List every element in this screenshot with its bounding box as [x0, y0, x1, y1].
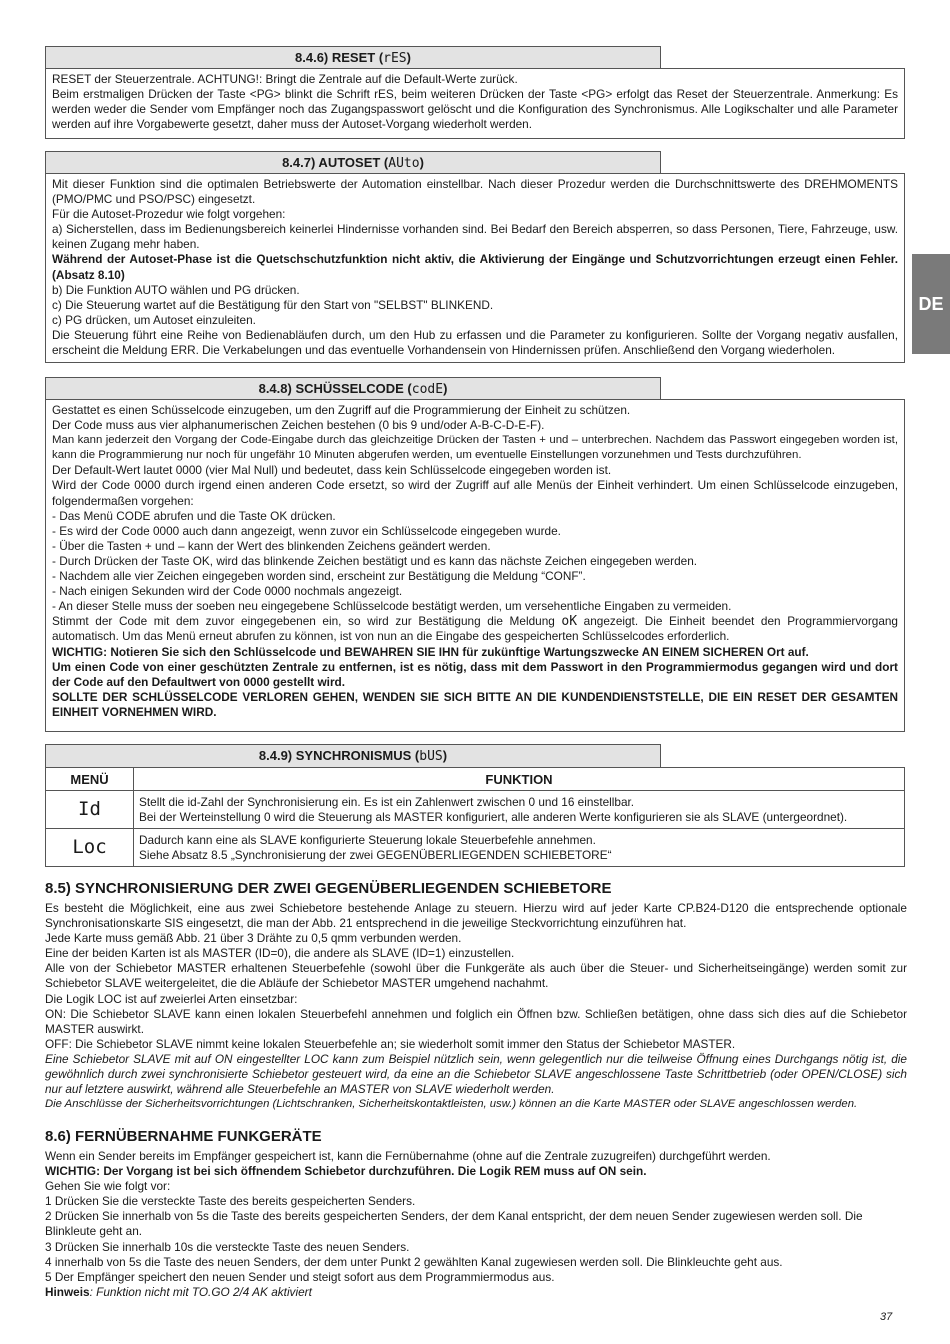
reset-header: 8.4.6) RESET (rES) — [45, 46, 661, 68]
menu-code-loc: Loc — [46, 829, 134, 867]
code-box — [45, 399, 905, 732]
table-row — [46, 829, 905, 867]
autoset-line-1: Mit dieser Funktion sind die optimalen Betriebswerte der Automation einstellbar. Nach dieser Prozedur werden die Durchschnittswerte des DREHMOMENTS (PMO/PMC und PSO/PSC) eingesetzt. — [52, 177, 898, 207]
code-step-3: - Über die Tasten + und – kann der Wert des blinkenden Zeichens geändert werden. — [52, 538, 491, 553]
section-8-6-warning: WICHTIG: Der Vorgang ist bei sich öffnendem Schiebetor durchzuführen. Die Logik REM muss auf ON sein. — [45, 1164, 647, 1179]
table-header-row — [46, 768, 905, 791]
reset-display-code: rES — [383, 51, 407, 66]
section-8-6-heading: 8.6) FERNÜBERNAHME FUNKGERÄTE — [45, 1128, 322, 1145]
code-step-4: - Durch Drücken der Taste OK, wird das blinkende Zeichen bestätigt und es kann das nächste Zeichen eingegeben werden. — [52, 553, 698, 568]
autoset-box — [45, 173, 905, 363]
code-step-1: - Das Menü CODE abrufen und die Taste OK drücken. — [52, 508, 336, 523]
code-display-code: codE — [411, 382, 444, 397]
autoset-line-3: a) Sicherstellen, dass im Bedienungsbereich keinerlei Hindernisse vorhanden sind. Bei Bedarf den Bereich absperren, so dass Personen, Tiere, Fahrzeuge, usw. keinen Zugang mehr haben. — [52, 222, 898, 252]
reset-box — [45, 68, 905, 139]
code-warning-2: Um einen Code von einer geschützten Zentrale zu entfernen, ist es nötig, dass mit dem Passwort in den Programmiermodus gegangen wird und dort der Code auf den Defaultwert von 0000 gestellt wird. — [52, 659, 898, 689]
section-8-5-heading: 8.5) SYNCHRONISIERUNG DER ZWEI GEGENÜBERLIEGENDEN SCHIEBETORE — [45, 880, 612, 897]
code-line-1: Gestattet es einen Schüsselcode einzugeben, um den Zugriff auf die Programmierung der Einheit zu schützen. — [52, 403, 631, 417]
autoset-display-code: AUto — [388, 156, 420, 171]
reset-line-2: Beim erstmaligen Drücken der Taste <PG> blinkt die Schrift rES, beim weiteren Drücken der Taste <PG> erfolgt das Reset der Steuerzentrale. Anmerkung: Es werden weder die Sender vom Empfänger noch das Zugangspasswort gelöscht und die Konfiguration des Synchronismus. Alle Logikschalter und alle Parameter werden auf ihre Vorgabewerte gesetzt, daher muss der Autoset-Vorgang wiederholt werden. — [52, 87, 898, 132]
autoset-warning: Während der Autoset-Phase ist die Quetschschutzfunktion nicht aktiv, die Aktivierung der Eingänge und Schutzvorrichtungen erzeugt einen Fehler. (Absatz 8.10) — [52, 252, 898, 282]
code-warning-3: SOLLTE DER SCHLÜSSELCODE VERLOREN GEHEN, WENDEN SIE SICH BITTE AN DIE KUNDENDIENSTSTELLE, DIE EIN RESET DER GESAMTEN EINHEIT VORNEHMEN WIRD. — [52, 689, 898, 719]
section-8-5: 8.5) SYNCHRONISIERUNG DER ZWEI GEGENÜBERLIEGENDEN SCHIEBETORE Es besteht die Möglichkeit, eine aus zwei Schiebetore bestehende Anlage zu steuern. Hierzu wird auf jeder Karte CP.B24-D120 die entsprechende optionale Synchronisationskarte SIS eingesetzt, die man der Abb. 21 entsprechend in die jeweilige Steckvorrichtung einzuführen hat. Jede Karte muss gemäß Abb. 21 über 3 Drähte zu 0,5 qmm verbunden werden. Eine der beiden Karten ist als MASTER (ID=0), die andere als SLAVE (ID=1) einzustellen. Alle von der Schiebetor MASTER erhaltenen Steuerbefehle (sowohl über die Funkgeräte als auch über die Steuer- und Sicherheitseingänge) werden somit zur Schiebetor SLAVE weitergeleitet, die die Abläufe der Schiebetor MASTER umgehend nachahmt. Die Logik LOC ist auf zweierlei Arten einsetzbar: ON: Die Schiebetor SLAVE kann einen lokalen Steuerbefehl annehmen und folglich ein Öffnen bzw. Schließen betätigen, ohne dass sich dies auf die Schiebetor MASTER auswirkt. OFF: Die Schiebetor SLAVE nimmt keine lokalen Steuerbefehle an; sie wiederholt somit immer den Status der Schiebetor MASTER. Eine Schiebetor SLAVE mit auf ON eingestellter LOC kann zum Beispiel nützlich sein, wenn gelegentlich nur die teilweise Öffnung eines Durchgangs nötig ist, die gewöhnlich durch zwei synchronisierte Schiebetor gesteuert wird, da eine an die Schiebetor SLAVE angeschlossene Taste Schrittbetrieb (oder OPEN/CLOSE) sich nur auf letztere auswirkt, während alle Steuerbefehle an MASTER von SLAVE wiederholt werden. Die Anschlüsse der Sicherheitsvorrichtungen (Lichtschranken, Sicherheitskontaktleisten, usw.) können an die Karte MASTER oder SLAVE angeschlossen werden. — [45, 880, 907, 1111]
col-menu-header: MENÜ — [46, 768, 134, 791]
sync-display-code: bUS — [419, 749, 443, 764]
section-8-6-note: Hinweis: Funktion nicht mit TO.GO 2/4 AK aktiviert — [45, 1284, 312, 1299]
col-function-header: FUNKTION — [134, 768, 905, 791]
reset-line-1: RESET der Steuerzentrale. ACHTUNG!: Bringt die Zentrale auf die Default-Werte zurück. — [52, 72, 518, 86]
autoset-line-5: c) Die Steuerung wartet auf die Bestätigung für den Start von "SELBST" BLINKEND. — [52, 297, 494, 312]
menu-code-id: Id — [46, 791, 134, 829]
language-tab: DE — [912, 254, 950, 354]
code-step-2: - Es wird der Code 0000 auch dann angezeigt, wenn zuvor ein Schlüsselcode eingegeben wurde. — [52, 523, 561, 538]
function-cell: Dadurch kann eine als SLAVE konfigurierte Steuerung lokale Steuerbefehle annehmen. Siehe Absatz 8.5 „Synchronisierung der zwei GEGENÜBERLIEGENDEN SCHIEBETORE“ — [134, 829, 905, 867]
function-cell: Stellt die id-Zahl der Synchronisierung ein. Es ist ein Zahlenwert zwischen 0 und 16 einstellbar. Bei der Werteinstellung 0 wird die Steuerung als MASTER konfiguriert, alle anderen Werte konfigurieren sie als SLAVE (untergeordnet). — [134, 791, 905, 829]
autoset-line-7: Die Steuerung führt eine Reihe von Bedienabläufen durch, um den Hub zu erfassen und die Parameter zu konfigurieren. Sollte der Vorgang negativ ausfallen, erscheint die Meldung ERR. Die Verkabelungen und das eventuelle Vorhandensein von Hindernissen prüfen. Anschließend den Vorgang wiederholen. — [52, 327, 898, 358]
code-line-4: Der Default-Wert lautet 0000 (vier Mal Null) und bedeutet, dass kein Schlüsselcode eingegeben worden ist. — [52, 463, 612, 478]
code-line-3: Man kann jederzeit den Vorgang der Code-Eingabe durch das gleichzeitige Drücken der Tasten + und – unterbrechen. Nachdem das Passwort eingegeben worden ist, kann die Programmierung nur noch für ungefähr 10 Minuten abgerufen werden, um eventuelle Einstellungen vorzunehmen und Tests durchzuführen. — [52, 434, 898, 462]
autoset-header: 8.4.7) AUTOSET (AUto) — [45, 151, 661, 173]
code-step-5: - Nachdem alle vier Zeichen eingegeben worden sind, erscheint zur Bestätigung die Meldung “CONF”. — [52, 569, 586, 584]
table-row — [46, 791, 905, 829]
autoset-line-6: c) PG drücken, um Autoset einzuleiten. — [52, 312, 256, 327]
sync-header: 8.4.9) SYNCHRONISMUS (bUS) — [45, 744, 661, 767]
code-warning-1: WICHTIG: Notieren Sie sich den Schlüsselcode und BEWAHREN SIE IHN für zukünftige Wartungszwecke AN EINEM SICHEREN Ort auf. — [52, 644, 809, 659]
code-step-6: - Nach einigen Sekunden wird der Code 0000 nochmals angezeigt. — [52, 584, 403, 599]
autoset-line-4: b) Die Funktion AUTO wählen und PG drücken. — [52, 282, 300, 297]
sync-menu-table — [45, 767, 905, 867]
ok-display-code: oK — [561, 614, 578, 630]
code-confirm: Stimmt der Code mit dem zuvor eingegebenen ein, so wird zur Bestätigung die Meldung oK angezeigt. Die Einheit beendet den Programmiervorgang automatisch. Um das Menü erneut abrufen zu können, ist von nun an die Eingabe des gespeicherten Schlüsselcodes erforderlich. — [52, 614, 898, 644]
page-number: 37 — [880, 1311, 893, 1323]
code-line-5: Wird der Code 0000 durch irgend einen anderen Code ersetzt, so wird der Zugriff auf alle Menüs der Einheit verhindert. Um einen Schlüsselcode einzugeben, folgendermaßen vorgehen: — [52, 478, 898, 508]
code-line-2: Der Code muss aus vier alphanumerischen Zeichen bestehen (0 bis 9 und/oder A-B-C-D-E-F). — [52, 418, 545, 433]
code-step-7: - An dieser Stelle muss der soeben neu eingegebene Schlüsselcode bestätigt werden, um versehentliche Eingaben zu vermeiden. — [52, 599, 732, 614]
section-8-6: 8.6) FERNÜBERNAHME FUNKGERÄTE Wenn ein Sender bereits im Empfänger gespeichert ist, kann die Fernübernahme (ohne auf die Zentrale zuzugreifen) durchgeführt werden. WICHTIG: Der Vorgang ist bei sich öffnendem Schiebetor durchzuführen. Die Logik REM muss auf ON sein. Gehen Sie wie folgt vor: 1 Drücken Sie die versteckte Taste des bereits gespeicherten Senders. 2 Drücken Sie innerhalb von 5s die Taste des bereits gespeicherten Senders, der dem Kanal entspricht, der dem neuen Sender zugewiesen werden soll. Die Blinkleute geht an. 3 Drücken Sie innerhalb 10s die versteckte Taste des neuen Senders. 4 innerhalb von 5s die Taste des neuen Senders, der dem unter Punkt 2 gewählten Kanal zugewiesen werden soll. Die Blinkleuchte geht aus. 5 Der Empfänger speichert den neuen Sender und steigt sofort aus dem Programmiermodus aus. Hinweis: Funktion nicht mit TO.GO 2/4 AK aktiviert — [45, 1128, 907, 1300]
autoset-line-2: Für die Autoset-Prozedur wie folgt vorgehen: — [52, 207, 286, 222]
code-header: 8.4.8) SCHÜSSELCODE (codE) — [45, 377, 661, 399]
